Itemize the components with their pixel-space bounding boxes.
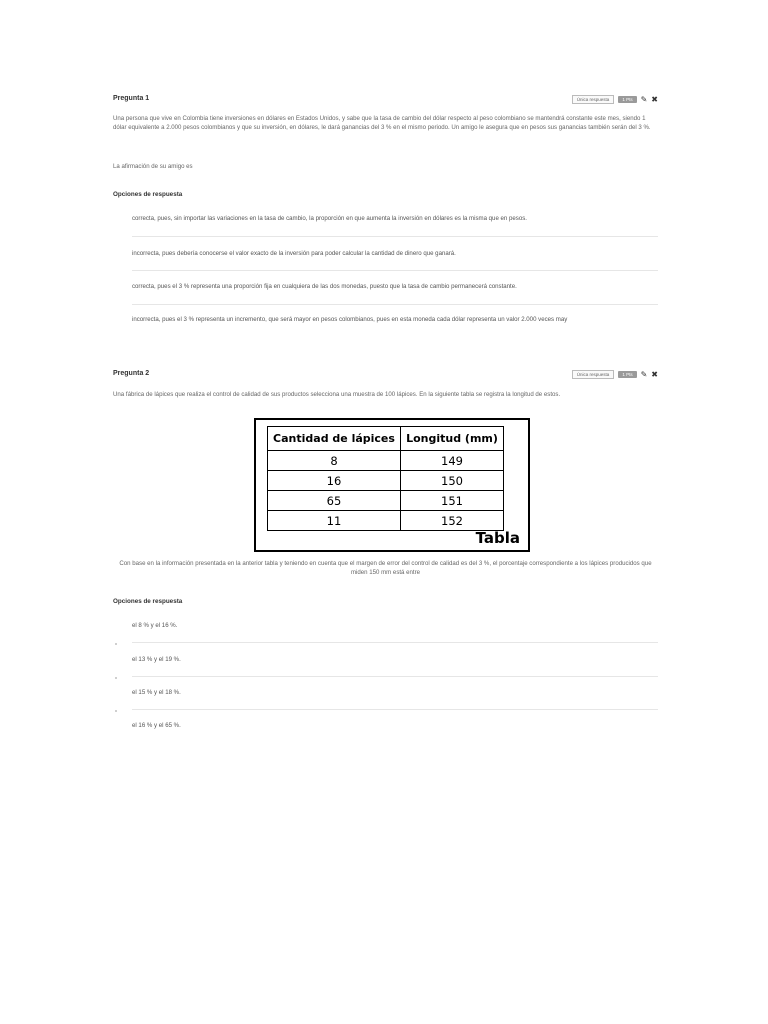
question-2-tools: [572, 370, 658, 379]
question-2-option-2[interactable]: el 13 % y el 19 %.: [132, 656, 181, 663]
question-1-options-heading: Opciones de respuesta: [113, 191, 183, 198]
question-1-text: Una persona que vive en Colombia tiene inversiones en dólares en Estados Unidos, y sabe que la tasa de cambio del dólar respecto al peso colombiano se mantendrá constante este mes, siendo 1 dólar equivalente a 2.000 pesos colombianos y que su inversión, en dólares, le dará ganancias del 3 % en el mismo periodo. Un amigo le asegura que en pesos sus ganancias también serán del 3 %.: [113, 115, 651, 131]
lengths-table-figure: [254, 418, 530, 552]
question-2-header: [113, 370, 658, 382]
question-2-text: Una fábrica de lápices que realiza el control de calidad de sus productos selecciona una muestra de 100 lápices. En la siguiente tabla se registra la longitud de estos.: [113, 391, 561, 398]
question-2-option-4[interactable]: el 16 % y el 65 %.: [132, 722, 181, 729]
question-2-after-text: Con base en la información presentada en la anterior tabla y teniendo en cuenta que el margen de error del control de calidad es del 3 %, el porcentaje correspondiente a los lápices producidos que miden 150 mm está entre: [119, 560, 652, 576]
table-cell: 65: [268, 491, 401, 511]
divider-dot: [115, 677, 117, 679]
table-cell: 8: [268, 451, 401, 471]
close-icon[interactable]: ✖: [651, 369, 658, 379]
divider: [132, 270, 658, 271]
close-icon[interactable]: ✖: [651, 94, 658, 104]
pencil-icon[interactable]: ✎: [640, 94, 648, 104]
question-1-type-badge: Única respuesta: [572, 95, 615, 104]
question-2-options-heading: Opciones de respuesta: [113, 598, 183, 605]
question-1-option-2[interactable]: incorrecta, pues debería conocerse el valor exacto de la inversión para poder calcular la cantidad de dinero que ganará.: [132, 250, 456, 257]
table-row: [268, 471, 504, 491]
table-row: [268, 451, 504, 471]
table-cell: 149: [401, 451, 504, 471]
question-1-option-3[interactable]: correcta, pues el 3 % representa una proporción fija en cualquiera de las dos monedas, puesto que la tasa de cambio permanecerá constante.: [132, 283, 517, 290]
question-2-points-badge: 1 Pts: [618, 371, 636, 378]
divider: [132, 304, 658, 305]
question-2-option-3[interactable]: el 15 % y el 18 %.: [132, 689, 181, 696]
divider: [132, 236, 658, 237]
divider: [132, 676, 658, 677]
table-cell: 16: [268, 471, 401, 491]
lengths-table: [267, 426, 504, 531]
question-1-prompt: La afirmación de su amigo es: [113, 163, 193, 170]
question-1-option-4[interactable]: incorrecta, pues el 3 % representa un incremento, que será mayor en pesos colombianos, pues en esta moneda cada dólar representa un valor 2.000 veces may: [132, 316, 568, 323]
question-2-option-1[interactable]: el 8 % y el 16 %.: [132, 622, 178, 629]
question-1-points-badge: 1 Pts: [618, 96, 636, 103]
table-caption: Tabla: [475, 529, 520, 547]
table-cell: 151: [401, 491, 504, 511]
question-1-title: Pregunta 1: [113, 95, 150, 102]
question-2-title: Pregunta 2: [113, 370, 150, 377]
table-header-cell: Longitud (mm): [401, 427, 504, 451]
question-2-type-badge: Única respuesta: [572, 370, 615, 379]
table-cell: 152: [401, 511, 504, 531]
pencil-icon[interactable]: ✎: [640, 369, 648, 379]
table-header-cell: Cantidad de lápices: [268, 427, 401, 451]
table-header-row: [268, 427, 504, 451]
question-1-option-1[interactable]: correcta, pues, sin importar las variaciones en la tasa de cambio, la proporción en que aumenta la inversión en dólares es la misma que en pesos.: [132, 215, 527, 222]
table-cell: 11: [268, 511, 401, 531]
table-row: [268, 491, 504, 511]
divider-dot: [115, 643, 117, 645]
table-row: [268, 511, 504, 531]
divider-dot: [115, 710, 117, 712]
divider: [132, 709, 658, 710]
question-1-tools: [572, 95, 658, 104]
table-cell: 150: [401, 471, 504, 491]
divider: [132, 642, 658, 643]
question-1-header: [113, 95, 658, 107]
